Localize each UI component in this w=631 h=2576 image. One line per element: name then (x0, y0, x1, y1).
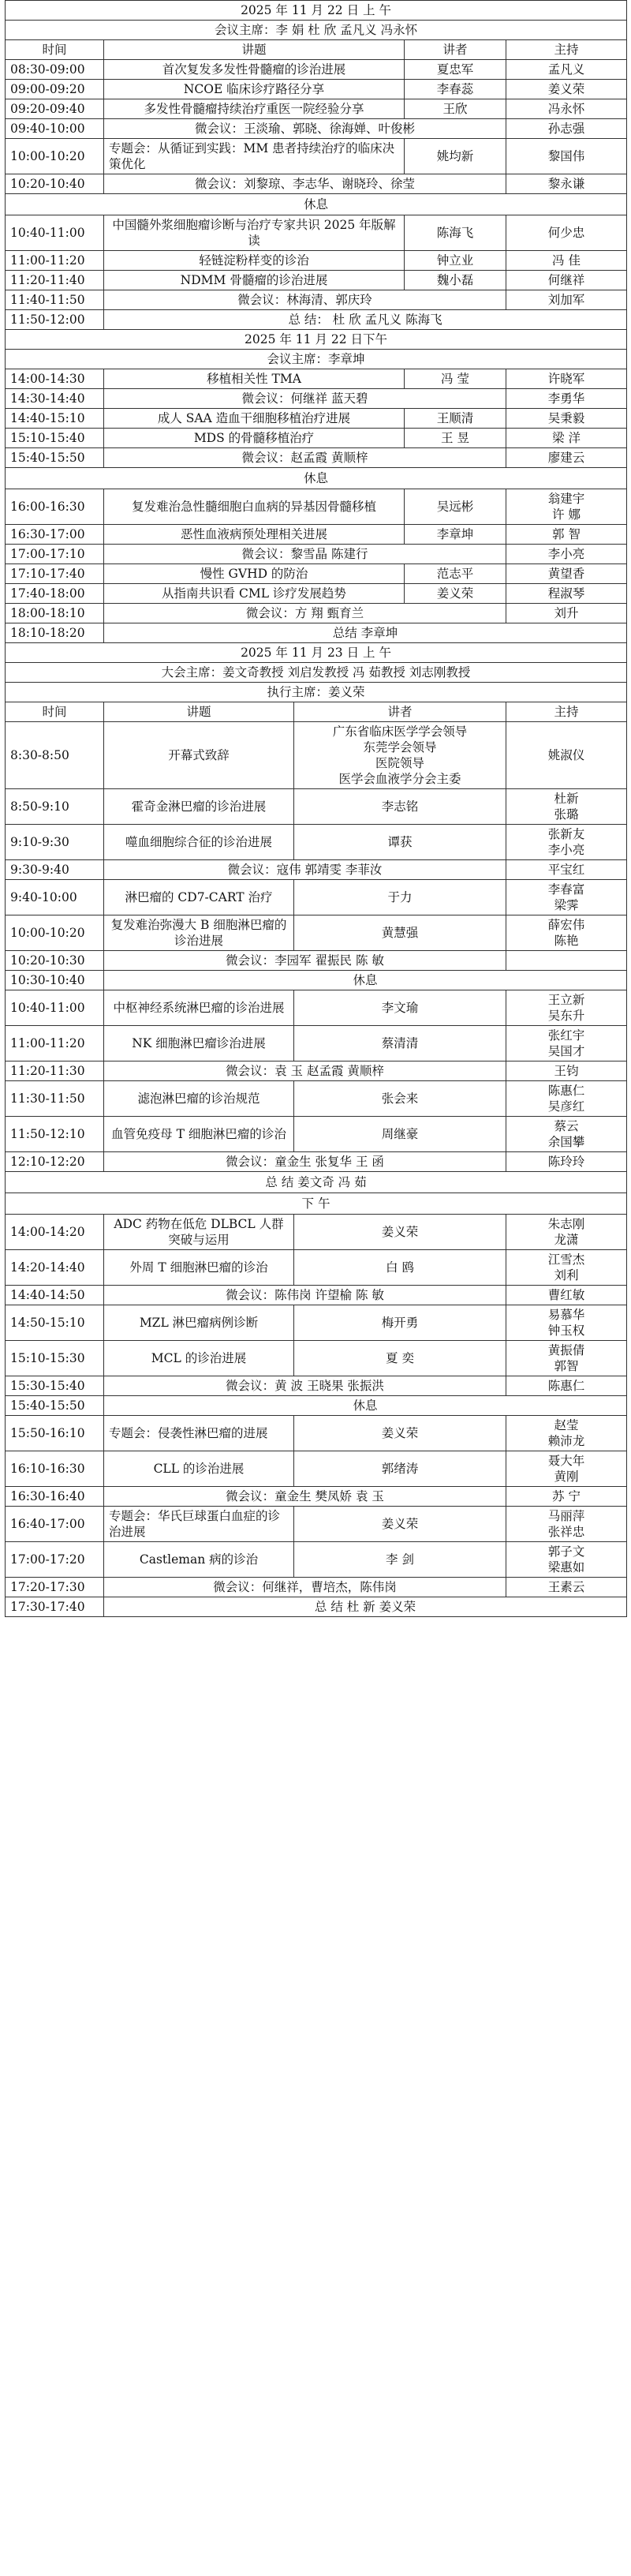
table-row (6, 389, 627, 409)
session-date (6, 330, 627, 350)
session-time: 15:40-15:50 (6, 448, 104, 468)
table-header-row (6, 40, 627, 60)
session-time: 9:40-10:00 (6, 880, 104, 915)
session-time: 17:40-18:00 (6, 584, 104, 604)
chair-name: 刘升 (506, 604, 627, 623)
chair-name: 苏 宁 (506, 1487, 627, 1507)
talk-title: MDS 的骨髓移植治疗 (104, 429, 405, 448)
session-time: 15:10-15:30 (6, 1341, 104, 1376)
section-label: 休息 (6, 194, 627, 215)
session-time: 14:40-15:10 (6, 409, 104, 429)
table-row (6, 1597, 627, 1617)
session-time: 17:00-17:20 (6, 1542, 104, 1578)
mini-meeting-text: 微会议：何继祥 蓝天碧 (104, 389, 506, 409)
table-row (6, 915, 627, 951)
speaker-name: 钟立业 (405, 251, 506, 271)
session-time: 8:50-9:10 (6, 789, 104, 825)
chair-name: 张红宇 吴国才 (506, 1026, 627, 1061)
talk-title: NDMM 骨髓瘤的诊治进展 (104, 271, 405, 290)
chair-name: 黎国伟 (506, 139, 627, 174)
table-row (6, 429, 627, 448)
table-row (6, 1061, 627, 1081)
table-header-row (6, 702, 627, 722)
session-time: 15:30-15:40 (6, 1376, 104, 1396)
table-row (6, 1081, 627, 1117)
chair-name: 易慕华 钟玉权 (506, 1305, 627, 1341)
schedule-document (5, 0, 626, 1617)
schedule-table-nov23 (5, 642, 627, 1617)
session-chairs-text: 会议主席：李 娟 杜 欣 孟凡义 冯永怀 (6, 21, 627, 40)
mini-meeting-text: 微会议：童金生 张复华 王 函 (104, 1152, 506, 1172)
table-row (6, 825, 627, 860)
table-row (6, 1286, 627, 1305)
session-time: 10:00-10:20 (6, 139, 104, 174)
speaker-name: 姜义荣 (294, 1416, 506, 1451)
talk-title: 轻链淀粉样变的诊治 (104, 251, 405, 271)
session-date-text: 2025 年 11 月 23 日 上 午 (6, 643, 627, 663)
chair-name: 李勇华 (506, 389, 627, 409)
chair-name: 姜义荣 (506, 80, 627, 99)
session-time: 10:20-10:40 (6, 174, 104, 194)
speaker-name: 夏忠军 (405, 60, 506, 80)
speaker-name: 姜义荣 (294, 1507, 506, 1542)
speaker-name: 李春蕊 (405, 80, 506, 99)
chair-name: 王素云 (506, 1578, 627, 1597)
section-label: 下 午 (6, 1193, 627, 1215)
chair-name: 蔡云 余国攀 (506, 1117, 627, 1152)
session-time: 17:00-17:10 (6, 545, 104, 564)
mini-meeting-text: 微会议：黎雪晶 陈建行 (104, 545, 506, 564)
talk-title: 专题会：从循证到实践：MM 患者持续治疗的临床决策优化 (104, 139, 405, 174)
header-time: 时间 (6, 40, 104, 60)
chair-name: 程淑琴 (506, 584, 627, 604)
talk-title: Castleman 病的诊治 (104, 1542, 294, 1578)
chair-name: 刘加军 (506, 290, 627, 310)
session-time: 16:10-16:30 (6, 1451, 104, 1487)
session-time: 17:30-17:40 (6, 1597, 104, 1617)
summary-text: 总结 李章坤 (104, 623, 627, 643)
mini-meeting-text: 微会议：赵孟霞 黄顺梓 (104, 448, 506, 468)
session-time: 17:10-17:40 (6, 564, 104, 584)
session-time: 17:20-17:30 (6, 1578, 104, 1597)
chair-name: 孟凡义 (506, 60, 627, 80)
session-time: 11:00-11:20 (6, 1026, 104, 1061)
table-row (6, 860, 627, 880)
speaker-name: 李 剑 (294, 1542, 506, 1578)
mini-meeting-text: 微会议：寇伟 郭靖雯 李菲汝 (104, 860, 506, 880)
session-time: 14:50-15:10 (6, 1305, 104, 1341)
header-chair: 主持 (506, 40, 627, 60)
table-row (6, 119, 627, 139)
session-time: 09:00-09:20 (6, 80, 104, 99)
chair-name: 郭子文 梁惠如 (506, 1542, 627, 1578)
chair-name: 杜新 张璐 (506, 789, 627, 825)
chair-name: 赵莹 赖沛龙 (506, 1416, 627, 1451)
session-time: 9:30-9:40 (6, 860, 104, 880)
speaker-name: 白 鸥 (294, 1250, 506, 1286)
talk-title: 专题会：侵袭性淋巴瘤的进展 (104, 1416, 294, 1451)
speaker-name: 黄慧强 (294, 915, 506, 951)
talk-title: 移植相关性 TMA (104, 369, 405, 389)
speaker-name: 姜义荣 (405, 584, 506, 604)
session-time: 10:20-10:30 (6, 951, 104, 971)
chair-name: 许晓军 (506, 369, 627, 389)
speaker-name: 张会来 (294, 1081, 506, 1117)
chair-name: 陈玲玲 (506, 1152, 627, 1172)
speaker-name: 吴远彬 (405, 489, 506, 525)
speaker-name: 王顺清 (405, 409, 506, 429)
speaker-name: 于力 (294, 880, 506, 915)
session-time: 09:40-10:00 (6, 119, 104, 139)
table-row (6, 990, 627, 1026)
session-chairs (6, 663, 627, 683)
session-time: 11:50-12:10 (6, 1117, 104, 1152)
mini-meeting-text: 微会议：童金生 樊凤娇 袁 玉 (104, 1487, 506, 1507)
session-time: 09:20-09:40 (6, 99, 104, 119)
chair-name: 黎永谦 (506, 174, 627, 194)
mini-meeting-text: 微会议：刘黎琼、李志华、谢晓玲、徐莹 (104, 174, 506, 194)
session-time: 10:40-11:00 (6, 990, 104, 1026)
session-time: 12:10-12:20 (6, 1152, 104, 1172)
table-row (6, 409, 627, 429)
session-date-text: 2025 年 11 月 22 日下午 (6, 330, 627, 350)
talk-title: MZL 淋巴瘤病例诊断 (104, 1305, 294, 1341)
chair-name: 张新友 李小亮 (506, 825, 627, 860)
speaker-name: 李章坤 (405, 525, 506, 545)
table-row (6, 1215, 627, 1250)
table-row (6, 139, 627, 174)
table-row (6, 80, 627, 99)
table-row (6, 60, 627, 80)
speaker-name: 李志铭 (294, 789, 506, 825)
chair-name: 江雪杰 刘利 (506, 1250, 627, 1286)
table-row (6, 604, 627, 623)
table-row (6, 1487, 627, 1507)
session-time: 11:00-11:20 (6, 251, 104, 271)
table-row (6, 310, 627, 330)
table-row (6, 369, 627, 389)
speaker-name: 蔡清清 (294, 1026, 506, 1061)
speaker-name: 梅开勇 (294, 1305, 506, 1341)
session-exec-chair (6, 683, 627, 702)
speaker-name: 王 昱 (405, 429, 506, 448)
session-time: 10:00-10:20 (6, 915, 104, 951)
chair-name: 朱志刚 龙潇 (506, 1215, 627, 1250)
table-row (6, 489, 627, 525)
mini-meeting-text: 微会议：何继祥，曹培杰，陈伟岗 (104, 1578, 506, 1597)
table-row (6, 1451, 627, 1487)
table-row (6, 971, 627, 990)
chair-name: 何少忠 (506, 215, 627, 251)
chair-name: 平宝红 (506, 860, 627, 880)
session-time: 15:50-16:10 (6, 1416, 104, 1451)
speaker-name: 王欣 (405, 99, 506, 119)
talk-title: 开幕式致辞 (104, 722, 294, 789)
talk-title: ADC 药物在低危 DLBCL 人群突破与运用 (104, 1215, 294, 1250)
talk-title: 血管免疫母 T 细胞淋巴瘤的诊治 (104, 1117, 294, 1152)
session-time: 08:30-09:00 (6, 60, 104, 80)
chair-name: 黄振倩 郭智 (506, 1341, 627, 1376)
talk-title: NK 细胞淋巴瘤诊治进展 (104, 1026, 294, 1061)
speaker-name: 郭绪涛 (294, 1451, 506, 1487)
talk-title: 复发难治弥漫大 B 细胞淋巴瘤的诊治进展 (104, 915, 294, 951)
table-row (6, 545, 627, 564)
speaker-name: 谭获 (294, 825, 506, 860)
session-chairs-text: 大会主席：姜文奇教授 刘启发教授 冯 茹教授 刘志刚教授 (6, 663, 627, 683)
session-time: 14:20-14:40 (6, 1250, 104, 1286)
table-row (6, 1117, 627, 1152)
session-date-text: 2025 年 11 月 22 日 上 午 (6, 1, 627, 21)
mini-meeting-text: 微会议：黄 波 王晓果 张振洪 (104, 1376, 506, 1396)
table-row (6, 1026, 627, 1061)
chair-name: 梁 洋 (506, 429, 627, 448)
table-row (6, 564, 627, 584)
table-row (6, 1341, 627, 1376)
session-time: 11:20-11:40 (6, 271, 104, 290)
section-label: 休息 (6, 468, 627, 489)
chair-name: 薛宏伟 陈艳 (506, 915, 627, 951)
session-time: 10:30-10:40 (6, 971, 104, 990)
talk-title: 中国髓外浆细胞瘤诊断与治疗专家共识 2025 年版解读 (104, 215, 405, 251)
session-time: 15:10-15:40 (6, 429, 104, 448)
header-topic: 讲题 (104, 40, 405, 60)
speaker-name: 广东省临床医学学会领导 东莞学会领导 医院领导 医学会血液学分会主委 (294, 722, 506, 789)
speaker-name: 陈海飞 (405, 215, 506, 251)
header-speaker: 讲者 (405, 40, 506, 60)
chair-name: 翁建宇 许 娜 (506, 489, 627, 525)
table-row (6, 880, 627, 915)
table-row (6, 290, 627, 310)
mini-meeting-text: 微会议：王淡瑜、郭晓、徐海婵、叶俊彬 (104, 119, 506, 139)
summary-text: 总 结： 杜 欣 孟凡义 陈海飞 (104, 310, 627, 330)
session-time: 14:40-14:50 (6, 1286, 104, 1305)
speaker-name: 周继豪 (294, 1117, 506, 1152)
session-time: 11:40-11:50 (6, 290, 104, 310)
session-time: 11:20-11:30 (6, 1061, 104, 1081)
session-chairs (6, 350, 627, 369)
session-time: 14:00-14:20 (6, 1215, 104, 1250)
session-time: 11:50-12:00 (6, 310, 104, 330)
session-date (6, 643, 627, 663)
section-row (6, 194, 627, 215)
chair-name: 王立新 吴东升 (506, 990, 627, 1026)
chair-name: 黄望香 (506, 564, 627, 584)
chair-name: 冯永怀 (506, 99, 627, 119)
speaker-name: 夏 奕 (294, 1341, 506, 1376)
header-time: 时间 (6, 702, 104, 722)
table-row (6, 448, 627, 468)
table-row (6, 789, 627, 825)
talk-title: 中枢神经系统淋巴瘤的诊治进展 (104, 990, 294, 1026)
schedule-table-nov22-pm (5, 329, 627, 643)
talk-title: 恶性血液病预处理相关进展 (104, 525, 405, 545)
table-row (6, 1250, 627, 1286)
talk-title: 外周 T 细胞淋巴瘤的诊治 (104, 1250, 294, 1286)
session-chairs (6, 21, 627, 40)
session-time: 16:30-16:40 (6, 1487, 104, 1507)
header-chair: 主持 (506, 702, 627, 722)
session-time: 10:40-11:00 (6, 215, 104, 251)
chair-name: 何继祥 (506, 271, 627, 290)
chair-name: 姚淑仪 (506, 722, 627, 789)
session-time: 9:10-9:30 (6, 825, 104, 860)
session-time: 16:00-16:30 (6, 489, 104, 525)
table-row (6, 525, 627, 545)
chair-name: 孙志强 (506, 119, 627, 139)
chair-name: 李小亮 (506, 545, 627, 564)
session-chairs-text: 会议主席：李章坤 (6, 350, 627, 369)
mini-meeting-text: 微会议：陈伟岗 许望榆 陈 敏 (104, 1286, 506, 1305)
chair-name: 冯 佳 (506, 251, 627, 271)
section-row (6, 1193, 627, 1215)
table-row (6, 951, 627, 971)
table-row (6, 215, 627, 251)
session-time: 11:30-11:50 (6, 1081, 104, 1117)
session-time: 14:00-14:30 (6, 369, 104, 389)
table-row (6, 1376, 627, 1396)
speaker-name: 冯 莹 (405, 369, 506, 389)
chair-name: 聂大年 黄刚 (506, 1451, 627, 1487)
table-row (6, 584, 627, 604)
table-row (6, 1416, 627, 1451)
table-row (6, 623, 627, 643)
session-date (6, 1, 627, 21)
summary-text: 总 结 杜 新 姜义荣 (104, 1597, 627, 1617)
session-time: 16:40-17:00 (6, 1507, 104, 1542)
section-row (6, 1172, 627, 1193)
mini-meeting-text: 微会议：李园军 翟振民 陈 敏 (104, 951, 506, 971)
chair-name: 廖建云 (506, 448, 627, 468)
chair-name: 马丽萍 张祥忠 (506, 1507, 627, 1542)
session-time: 8:30-8:50 (6, 722, 104, 789)
speaker-name: 姜义荣 (294, 1215, 506, 1250)
header-topic: 讲题 (104, 702, 294, 722)
session-time: 18:00-18:10 (6, 604, 104, 623)
table-row (6, 1578, 627, 1597)
chair-name: 李春富 梁霁 (506, 880, 627, 915)
talk-title: NCOE 临床诊疗路径分享 (104, 80, 405, 99)
header-speaker: 讲者 (294, 702, 506, 722)
schedule-table-nov22-am (5, 0, 627, 330)
chair-name: 郭 智 (506, 525, 627, 545)
table-row (6, 1507, 627, 1542)
session-time: 16:30-17:00 (6, 525, 104, 545)
chair-name: 吴秉毅 (506, 409, 627, 429)
talk-title: 首次复发多发性骨髓瘤的诊治进展 (104, 60, 405, 80)
talk-title: 霍奇金淋巴瘤的诊治进展 (104, 789, 294, 825)
table-row (6, 1396, 627, 1416)
session-time: 14:30-14:40 (6, 389, 104, 409)
chair-name: 陈惠仁 (506, 1376, 627, 1396)
speaker-name: 魏小磊 (405, 271, 506, 290)
table-row (6, 251, 627, 271)
rest-label: 休息 (104, 1396, 627, 1416)
talk-title: 从指南共识看 CML 诊疗发展趋势 (104, 584, 405, 604)
chair-name: 王钧 (506, 1061, 627, 1081)
talk-title: 淋巴瘤的 CD7-CART 治疗 (104, 880, 294, 915)
talk-title: 专题会：华氏巨球蛋白血症的诊治进展 (104, 1507, 294, 1542)
talk-title: 多发性骨髓瘤持续治疗重医一院经验分享 (104, 99, 405, 119)
talk-title: 成人 SAA 造血干细胞移植治疗进展 (104, 409, 405, 429)
session-time: 15:40-15:50 (6, 1396, 104, 1416)
mini-meeting-text: 微会议：林海清、郭庆玲 (104, 290, 506, 310)
table-row (6, 271, 627, 290)
talk-title: MCL 的诊治进展 (104, 1341, 294, 1376)
rest-label: 休息 (104, 971, 627, 990)
table-row (6, 722, 627, 789)
talk-title: 噬血细胞综合征的诊治进展 (104, 825, 294, 860)
chair-name (506, 951, 627, 971)
talk-title: 复发难治急性髓细胞白血病的异基因骨髓移植 (104, 489, 405, 525)
chair-name: 曹红敏 (506, 1286, 627, 1305)
talk-title: 慢性 GVHD 的防治 (104, 564, 405, 584)
table-row (6, 174, 627, 194)
section-label: 总 结 姜文奇 冯 茹 (6, 1172, 627, 1193)
talk-title: CLL 的诊治进展 (104, 1451, 294, 1487)
table-row (6, 1152, 627, 1172)
table-row (6, 1305, 627, 1341)
session-time: 18:10-18:20 (6, 623, 104, 643)
talk-title: 滤泡淋巴瘤的诊治规范 (104, 1081, 294, 1117)
session-exec-chair-text: 执行主席：姜义荣 (6, 683, 627, 702)
mini-meeting-text: 微会议：袁 玉 赵孟霞 黄顺梓 (104, 1061, 506, 1081)
chair-name: 陈惠仁 吴彦红 (506, 1081, 627, 1117)
section-row (6, 468, 627, 489)
speaker-name: 姚均新 (405, 139, 506, 174)
mini-meeting-text: 微会议：方 翔 甄育兰 (104, 604, 506, 623)
table-row (6, 99, 627, 119)
speaker-name: 范志平 (405, 564, 506, 584)
table-row (6, 1542, 627, 1578)
speaker-name: 李文瑜 (294, 990, 506, 1026)
